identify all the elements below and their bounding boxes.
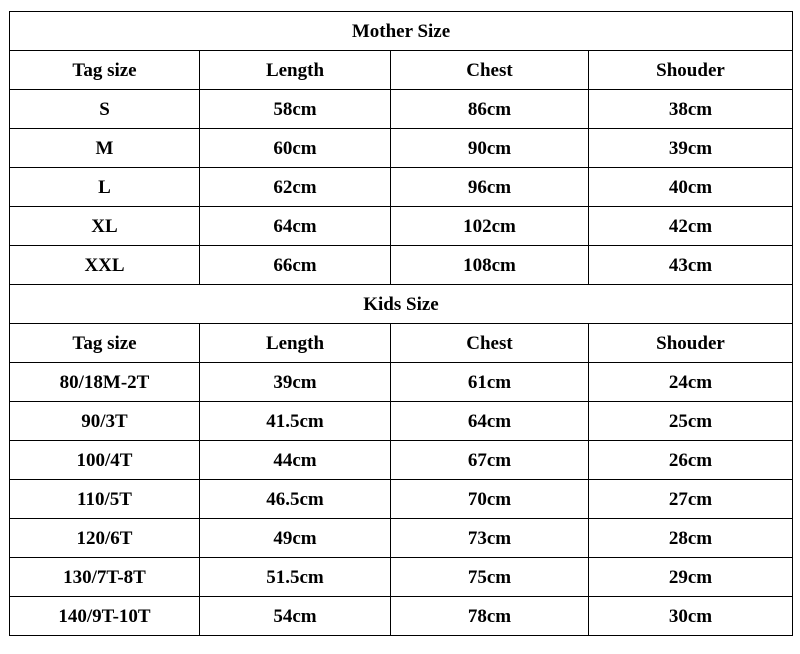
chest-cell: 78cm xyxy=(391,597,589,636)
table-row xyxy=(10,207,793,246)
tag-size-cell: XL xyxy=(10,207,200,246)
length-cell: 46.5cm xyxy=(200,480,391,519)
chest-cell: 90cm xyxy=(391,129,589,168)
tag-size-cell: 80/18M-2T xyxy=(10,363,200,402)
kids-size-title: Kids Size xyxy=(10,285,793,324)
size-chart xyxy=(9,11,792,636)
shoulder-cell: 40cm xyxy=(589,168,793,207)
tag-size-cell: 110/5T xyxy=(10,480,200,519)
table-row xyxy=(10,129,793,168)
size-table xyxy=(9,11,793,636)
length-cell: 64cm xyxy=(200,207,391,246)
table-row xyxy=(10,597,793,636)
table-row xyxy=(10,168,793,207)
tag-size-cell: 130/7T-8T xyxy=(10,558,200,597)
shoulder-cell: 24cm xyxy=(589,363,793,402)
shoulder-cell: 38cm xyxy=(589,90,793,129)
length-cell: 51.5cm xyxy=(200,558,391,597)
column-header-length: Length xyxy=(200,324,391,363)
shoulder-cell: 28cm xyxy=(589,519,793,558)
table-row xyxy=(10,246,793,285)
shoulder-cell: 43cm xyxy=(589,246,793,285)
shoulder-cell: 27cm xyxy=(589,480,793,519)
column-header-chest: Chest xyxy=(391,324,589,363)
mother-size-title: Mother Size xyxy=(10,12,793,51)
length-cell: 60cm xyxy=(200,129,391,168)
tag-size-cell: M xyxy=(10,129,200,168)
length-cell: 41.5cm xyxy=(200,402,391,441)
column-header-shoulder: Shouder xyxy=(589,51,793,90)
length-cell: 54cm xyxy=(200,597,391,636)
chest-cell: 61cm xyxy=(391,363,589,402)
size-table-body xyxy=(10,12,793,636)
shoulder-cell: 39cm xyxy=(589,129,793,168)
chest-cell: 67cm xyxy=(391,441,589,480)
table-row xyxy=(10,558,793,597)
table-row xyxy=(10,402,793,441)
mother-size-title-row xyxy=(10,12,793,51)
kids-size-title-row xyxy=(10,285,793,324)
length-cell: 39cm xyxy=(200,363,391,402)
column-header-length: Length xyxy=(200,51,391,90)
table-row xyxy=(10,480,793,519)
table-row xyxy=(10,519,793,558)
table-row xyxy=(10,441,793,480)
table-row xyxy=(10,90,793,129)
length-cell: 62cm xyxy=(200,168,391,207)
shoulder-cell: 42cm xyxy=(589,207,793,246)
chest-cell: 108cm xyxy=(391,246,589,285)
tag-size-cell: 140/9T-10T xyxy=(10,597,200,636)
tag-size-cell: 90/3T xyxy=(10,402,200,441)
tag-size-cell: XXL xyxy=(10,246,200,285)
column-header-tag-size: Tag size xyxy=(10,324,200,363)
length-cell: 66cm xyxy=(200,246,391,285)
chest-cell: 96cm xyxy=(391,168,589,207)
length-cell: 44cm xyxy=(200,441,391,480)
shoulder-cell: 29cm xyxy=(589,558,793,597)
shoulder-cell: 26cm xyxy=(589,441,793,480)
shoulder-cell: 25cm xyxy=(589,402,793,441)
chest-cell: 75cm xyxy=(391,558,589,597)
chest-cell: 86cm xyxy=(391,90,589,129)
chest-cell: 102cm xyxy=(391,207,589,246)
column-header-tag-size: Tag size xyxy=(10,51,200,90)
tag-size-cell: 100/4T xyxy=(10,441,200,480)
length-cell: 49cm xyxy=(200,519,391,558)
shoulder-cell: 30cm xyxy=(589,597,793,636)
mother-header-row xyxy=(10,51,793,90)
length-cell: 58cm xyxy=(200,90,391,129)
table-row xyxy=(10,363,793,402)
column-header-chest: Chest xyxy=(391,51,589,90)
tag-size-cell: S xyxy=(10,90,200,129)
chest-cell: 73cm xyxy=(391,519,589,558)
chest-cell: 64cm xyxy=(391,402,589,441)
kids-header-row xyxy=(10,324,793,363)
tag-size-cell: L xyxy=(10,168,200,207)
column-header-shoulder: Shouder xyxy=(589,324,793,363)
chest-cell: 70cm xyxy=(391,480,589,519)
tag-size-cell: 120/6T xyxy=(10,519,200,558)
